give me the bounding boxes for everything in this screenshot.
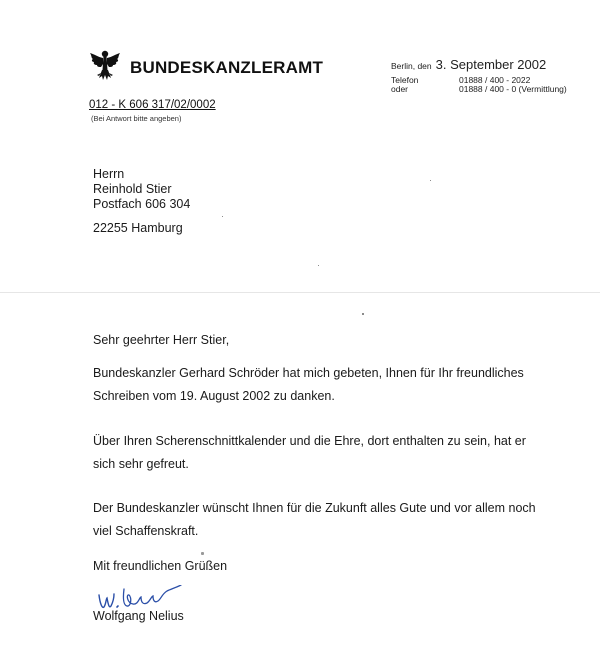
fold-line [0,292,600,293]
paragraph-line: Bundeskanzler Gerhard Schröder hat mich gebeten, Ihnen für Ihr freundliches [93,366,524,380]
recipient-address [93,167,190,212]
place-label: Berlin, den [391,61,432,71]
paragraph-line: viel Schaffenskraft. [93,524,199,538]
recipient-salutation: Herrn [93,167,125,181]
phone-label: Telefon [391,75,419,85]
recipient-city: 22255 Hamburg [93,221,183,235]
reference-number: 012 - K 606 317/02/0002 [89,99,216,111]
federal-eagle-icon [89,48,121,82]
organization-name: BUNDESKANZLERAMT [130,58,324,77]
speck [222,216,223,217]
phone-number: 01888 / 400 - 2022 [459,75,531,85]
paragraph-line: sich sehr gefreut. [93,457,189,471]
letter-meta [391,57,567,94]
speck [362,313,364,315]
paragraph-2 [93,430,553,476]
recipient-name: Reinhold Stier [93,182,172,196]
greeting: Sehr geehrter Herr Stier, [93,333,230,347]
speck [318,265,319,266]
alt-phone-number: 01888 / 400 - 0 (Vermittlung) [459,84,567,94]
paragraph-3 [93,497,553,543]
paragraph-1 [93,362,553,408]
recipient-po-box: Postfach 606 304 [93,197,191,211]
alt-phone-label: oder [391,84,409,94]
signer-name: Wolfgang Nelius [93,609,184,623]
speck [201,552,204,555]
paragraph-line: Über Ihren Scherenschnittkalender und die Ehre, dort enthalten zu sein, hat er [93,434,526,448]
paragraph-line: Schreiben vom 19. August 2002 zu danken. [93,389,335,403]
closing: Mit freundlichen Grüßen [93,559,228,573]
letter-date: 3. September 2002 [435,57,547,72]
speck [430,180,431,181]
reference-note: (Bei Antwort bitte angeben) [91,114,182,123]
paragraph-line: Der Bundeskanzler wünscht Ihnen für die Zukunft alles Gute und vor allem noch [93,501,536,515]
